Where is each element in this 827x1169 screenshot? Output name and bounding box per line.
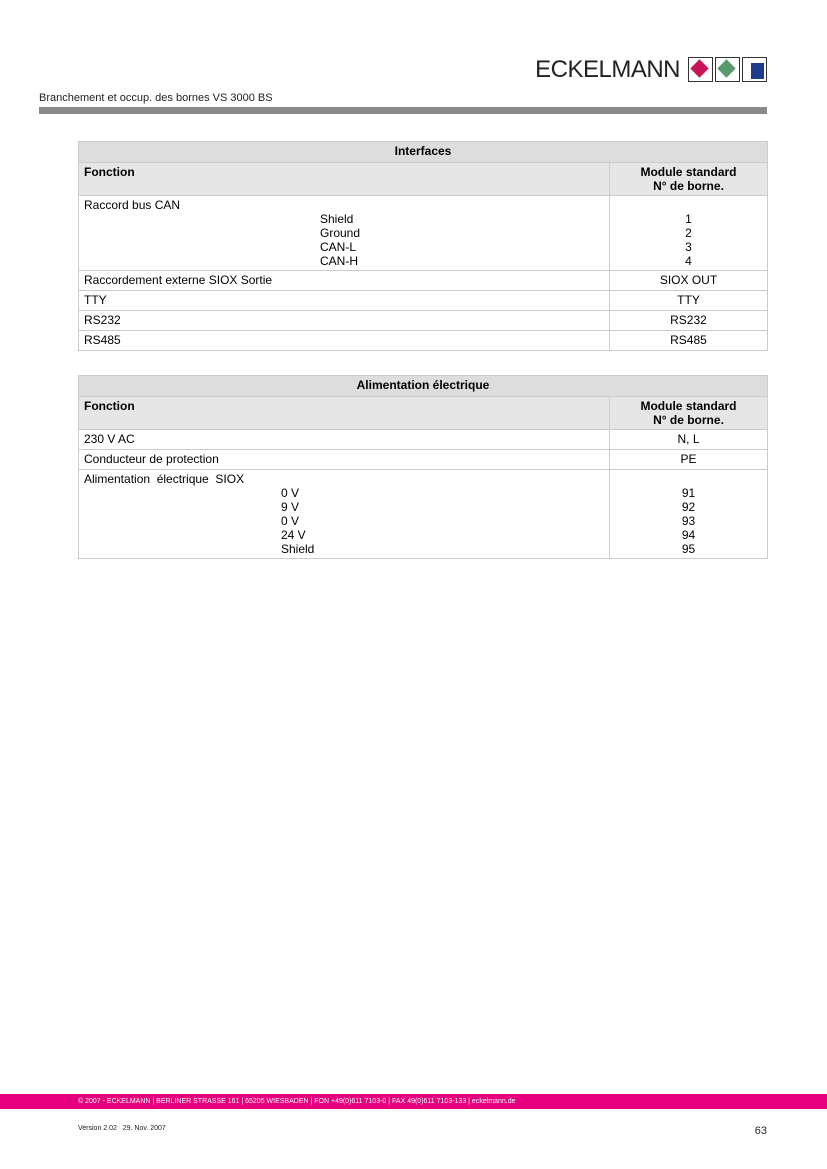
column-header-module: Module standard N° de borne. [610,163,768,196]
column-header-function: Fonction [79,163,610,196]
table-row: Conducteur de protection PE [79,450,768,470]
table-title: Alimentation électrique [79,376,768,397]
table-row [79,470,768,559]
header-divider [39,107,767,114]
table-row: RS232 RS232 [79,311,768,331]
version-info: Version 2.02 29. Nov. 2007 [78,1125,166,1132]
can-bus-values: 1 2 3 4 [610,196,768,271]
siox-power-cell: Alimentation électrique SIOX 0 V 9 V 0 V 24 V Shield [79,470,610,559]
footer-bar [0,1094,827,1109]
table-title: Interfaces [79,142,768,163]
column-header-function: Fonction [79,397,610,430]
brand-logo [535,57,767,82]
page-number: 63 [754,1125,767,1137]
brand-squares-icon [686,57,767,82]
document-subtitle: Branchement et occup. des bornes VS 3000 BS [39,92,273,104]
power-supply-table [78,375,768,559]
table-row: 230 V AC N, L [79,430,768,450]
table-row: TTY TTY [79,291,768,311]
brand-name: ECKELMANN [535,55,680,83]
can-bus-cell: Raccord bus CAN Shield Ground CAN-L CAN-H [79,196,610,271]
column-header-module: Module standard N° de borne. [610,397,768,430]
table-row: RS485 RS485 [79,331,768,351]
table-row: Raccordement externe SIOX Sortie SIOX OUT [79,271,768,291]
siox-power-values: 91 92 93 94 95 [610,470,768,559]
interfaces-table [78,141,768,351]
table-row [79,196,768,271]
footer-copyright: © 2007 - ECKELMANN | BERLINER STRASSE 161 | 65205 WIESBADEN | FON +49(0)611 7103-0 | FAX 49(0)611 7103-133 | eckelmann.de [78,1098,516,1105]
